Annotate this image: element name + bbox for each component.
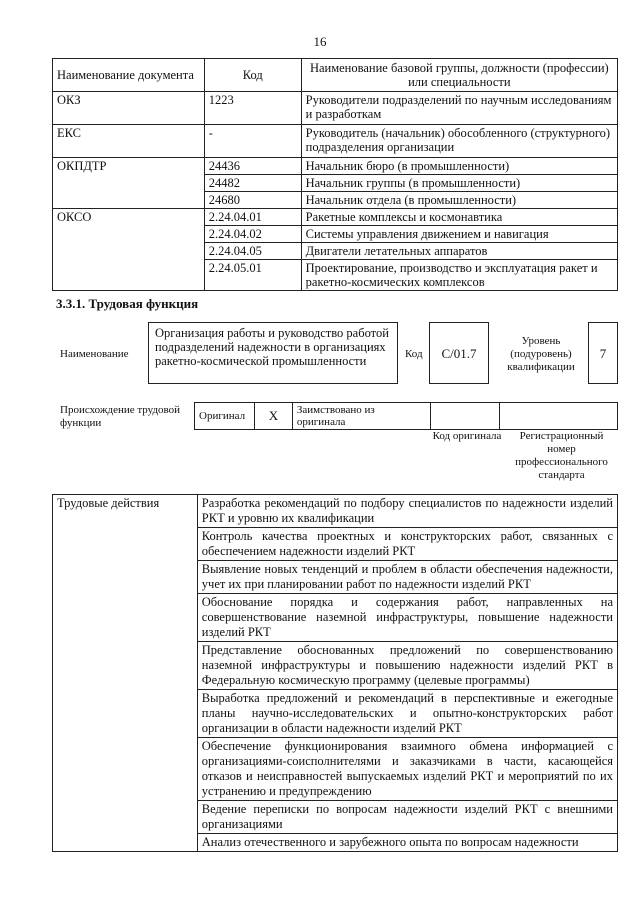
code-label: Код [405,348,423,360]
name-label: Наименование [60,348,129,360]
labor-action-item: Выработка предложений и рекомендаций в перспективные и ежегодные планы научно-исследовательских и опытно-конструкторских работ организации в области надежности изделий РКТ [197,690,617,738]
table-row [53,125,618,158]
labor-action-item: Обеспечение функционирования взаимного обмена информацией с организациями-соисполнителями и заказчиками в части, касающейся отказов и неисправностей выпускаемых изделий РКТ и мероприятий по их устранению и предупреждению [197,738,617,801]
name-cell: Двигатели летательных аппаратов [301,243,617,260]
registration-number-caption: Регистрационный номер профессионального стандарта [515,430,608,481]
table-row [53,92,618,125]
doc-cell: ОКСО [53,209,205,291]
code-cell: - [204,125,301,158]
level-label: Уровень (подуровень) квалификации [507,335,575,373]
labor-action-item: Выявление новых тенденций и проблем в области обеспечения надежности, учет их при планировании работ по надежности изделий РКТ [197,561,617,594]
code-cell: 2.24.04.01 [204,209,301,226]
name-cell: Системы управления движением и навигация [301,226,617,243]
origin-label: Происхождение трудовой функции [60,404,181,429]
origin-row [195,403,618,430]
table-row [53,495,618,528]
name-cell: Начальник группы (в промышленности) [301,175,617,192]
header-document: Наименование документа [53,59,205,92]
labor-actions-label: Трудовые действия [53,495,198,852]
header-code: Код [204,59,301,92]
origin-table [194,402,618,430]
labor-action-item: Контроль качества проектных и конструкторских работ, связанных с обеспечением надежности изделий РКТ [197,528,617,561]
borrowed-label: Заимствовано из оригинала [292,403,430,430]
labor-action-item: Обоснование порядка и содержания работ, направленных на совершенствование наземной инфраструктуры, повышение надежности изделий РКТ [197,594,617,642]
function-code-box: C/01.7 [429,322,489,384]
header-group-name: Наименование базовой группы, должности (профессии) или специальности [301,59,617,92]
doc-cell: ОКЗ [53,92,205,125]
classification-header-row [53,59,618,92]
table-row [53,158,618,175]
function-name-box: Организация работы и руководство работой подразделений надежности в организациях ракетно-космической промышленности [148,322,398,384]
name-cell: Начальник отдела (в промышленности) [301,192,617,209]
code-cell: 1223 [204,92,301,125]
name-cell: Начальник бюро (в промышленности) [301,158,617,175]
original-mark: X [254,403,292,430]
labor-action-item: Представление обоснованных предложений по совершенствованию наземной инфраструктуры и повышению надежности изделий РКТ в Федеральную космическую программу (целевые программы) [197,642,617,690]
registration-number-cell [500,403,618,430]
code-original-caption: Код оригинала [432,430,502,442]
table-row [53,209,618,226]
original-label: Оригинал [195,403,255,430]
name-cell: Ракетные комплексы и космонавтика [301,209,617,226]
labor-action-item: Разработка рекомендаций по подбору специалистов по надежности изделий РКТ и уровню их квалификации [197,495,617,528]
classification-table [52,58,618,291]
name-cell: Руководитель (начальник) обособленного (структурного) подразделения организации [301,125,617,158]
name-cell: Проектирование, производство и эксплуатация ракет и ракетно-космических комплексов [301,260,617,291]
labor-action-item: Анализ отечественного и зарубежного опыта по вопросам надежности [197,834,617,852]
doc-cell: ОКПДТР [53,158,205,209]
code-cell: 24436 [204,158,301,175]
code-cell: 24482 [204,175,301,192]
page-number: 16 [313,34,327,49]
code-cell: 2.24.04.02 [204,226,301,243]
original-code-cell [430,403,500,430]
labor-action-item: Ведение переписки по вопросам надежности изделий РКТ с внешними организациями [197,801,617,834]
name-cell: Руководители подразделений по научным исследованиям и разработкам [301,92,617,125]
section-title: 3.3.1. Трудовая функция [56,296,199,311]
code-cell: 2.24.05.01 [204,260,301,291]
code-cell: 24680 [204,192,301,209]
qualification-level-box: 7 [588,322,618,384]
code-cell: 2.24.04.05 [204,243,301,260]
doc-cell: ЕКС [53,125,205,158]
labor-actions-table [52,494,618,852]
